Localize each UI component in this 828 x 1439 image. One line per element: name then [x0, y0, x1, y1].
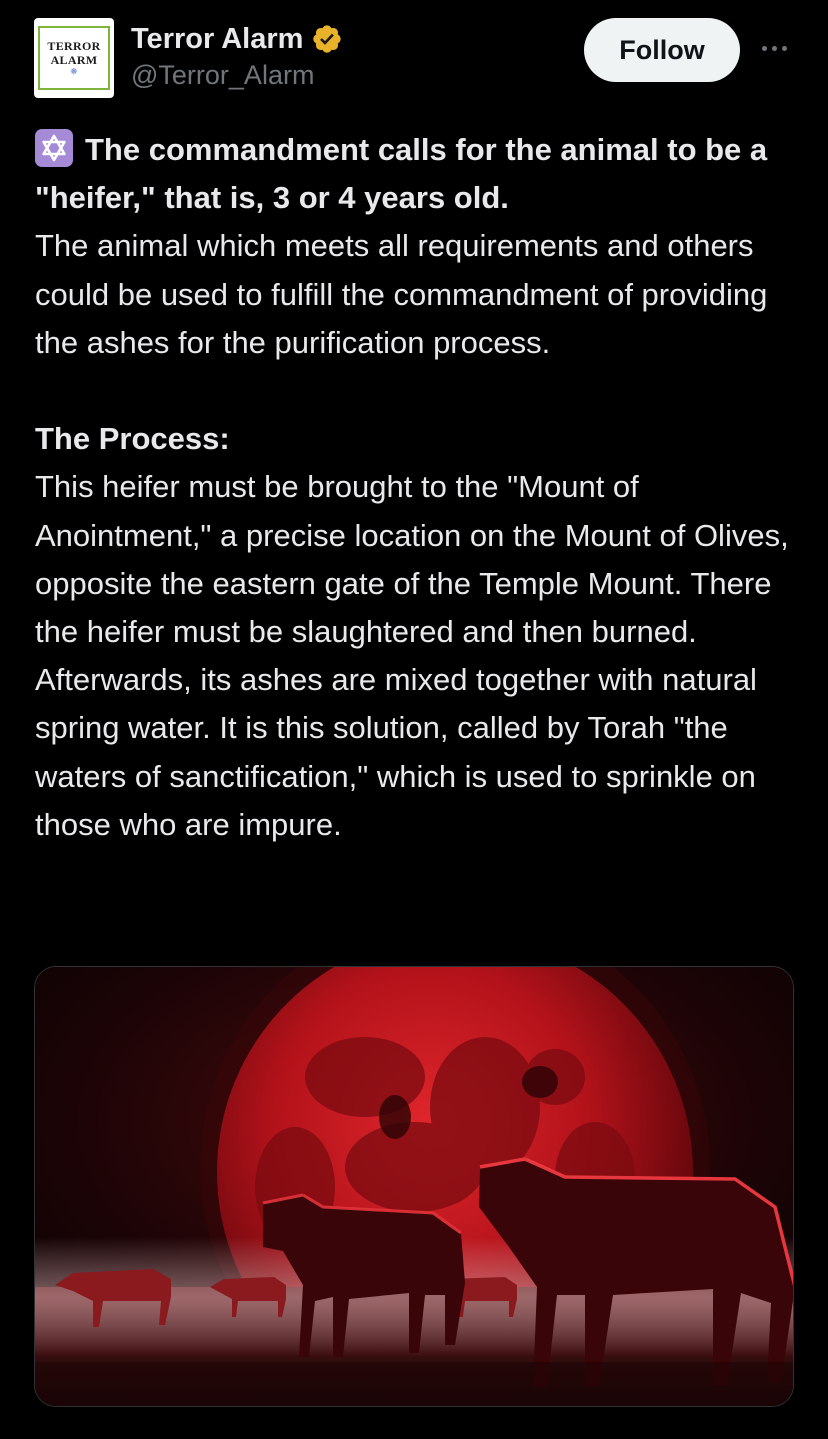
red-moon-heifers-illustration — [35, 967, 794, 1407]
handle[interactable]: @Terror_Alarm — [131, 60, 315, 90]
star-of-david-icon — [35, 129, 73, 167]
post-lead-text: The commandment calls for the animal to be a "heifer," that is, 3 or 4 years old. — [35, 132, 768, 216]
post-paragraph-2: This heifer must be brought to the "Mount of Anointment," a precise location on the Mount of Olives, opposite the eastern gate of the Temple Mount. There the heifer must be slaughtered and then burned. — [35, 469, 789, 650]
post-paragraph-1: The animal which meets all requirements and others could be used to fulfill the commandment of providing the ashes for the purification process. — [35, 228, 768, 360]
avatar-logo — [38, 26, 110, 90]
more-horizontal-icon[interactable] — [756, 30, 792, 66]
section-heading: The Process: — [35, 421, 230, 457]
author-name-row — [131, 20, 343, 58]
avatar-text-line2: ALARM — [50, 53, 98, 67]
post-paragraph-3: Afterwards, its ashes are mixed together with natural spring water. It is this solution, called by Torah "the waters of sanctification," which is used to sprinkle on those who are impure. — [35, 662, 757, 842]
avatar-emblem-icon: ❊ — [70, 67, 78, 76]
post-text — [35, 126, 810, 849]
follow-button[interactable]: Follow — [584, 18, 740, 82]
display-name[interactable]: Terror Alarm — [131, 22, 304, 55]
gold-verified-badge-icon — [311, 23, 343, 55]
post-lead — [35, 126, 810, 222]
post-image[interactable] — [34, 966, 794, 1407]
avatar[interactable] — [34, 18, 114, 98]
avatar-text-line1: TERROR — [47, 39, 101, 53]
